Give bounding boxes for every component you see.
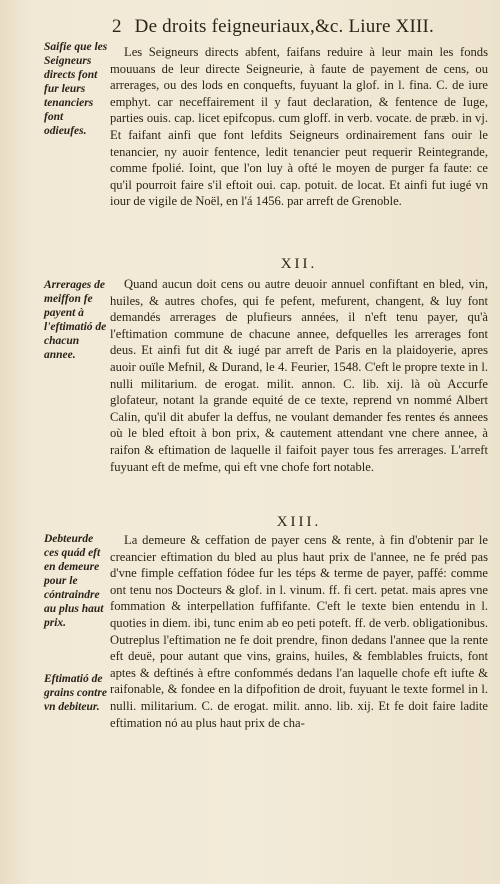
running-title: De droits feigneuriaux,&c. Liure XIII. xyxy=(134,16,435,37)
sidenote-4: Eftimatió de grains contre vn debiteur. xyxy=(44,673,107,713)
sidenote-1: Saifie que les Seigneurs directs font fur leurs tenanciers font odieufes. xyxy=(44,41,108,137)
sidenote-2: Arrerages de meiffon fe payent à l'eftimatió de chacun annee. xyxy=(44,279,107,361)
paragraph-1-text: Les Seigneurs directs abfent, faifans reduire à leur main les fonds mouuans de leur directe Seigneurie, à faute de payement de cens, ou arrerages, ou des lods en conquefts, fuyuant la glof. in l. fina. C. de iure emphyt. car neceffairement il y faut declaration, & fentence de Iuge, parties ouis. cap. licet epifcopus. cum gloff. in verb. vocate. de præb. in vj. Et faifant ainfi que font lefdits Seigneurs ordinairement fans ouir le tenancier, ny auoir fentence, ledit tenancier peut requerir Reintegrande, comme fpolié. Ioint, que l'on luy à ofté le moyen de purger fa faute: ce qu'il pourroit faire s'il eftoit oui. cap. potuit. de locat. Et ainfi fut iugé vn iour de vigile de Noël, en l'á 1456. par arreft de Grenoble. xyxy=(110,45,488,209)
page-number: 2 xyxy=(112,16,122,37)
sidenote-3: Debteurde ces quád eft en demeure pour le cóntraindre au plus haut prix. xyxy=(44,533,104,629)
paragraph-1 xyxy=(110,44,488,210)
paragraph-2 xyxy=(110,276,488,475)
section-heading-xii: XII. xyxy=(280,256,318,272)
running-header xyxy=(112,16,488,38)
paragraph-3-text: La demeure & ceffation de payer cens & rente, à fin d'obtenir par le creancier eftimation du bled au plus haut prix de l'annee, ne fe préd pas d'vne fimple ceffation fódee fur les téps & terme de payer, paffé: comme ont tenu nos Docteurs & glof. in l. vinum. ff. fi cert. petat. mais apres vne fommation & interpellation fuffifante. C'eft le texte bien entendu in l. quoties in diem. ibi, tunc enim ab eo peti poteft. ff. de verb. obligationibus. Outreplus l'eftimation ne fe doit prendre, finon dedans l'annee que la rente eft deuë, pour autant que vins, grains, huiles, & femblables fruicts, font aptes & deftinés à eftre confommés dedans l'an laquelle chofe eft iufte & raifonable, & fondee en la difpofition de droit, fuyuant le texte formel in l. nulli. militarium. C. de erogat. milit. anno. lib. xij. Et fe doit faire ladite eftimation nó au plus haut prix de cha- xyxy=(110,533,488,730)
paragraph-3 xyxy=(110,532,488,731)
paragraph-2-text: Quand aucun doit cens ou autre deuoir annuel confiftant en bled, vin, huiles, & autres chofes, qui fe pefent, mefurent, changent, & luy font demandés arrerages de plufieurs années, il n'eft tenu payer, qu'à l'eftimation commune de chacune annee, defquelles les arrerages font deus. Et ainfi fut dit & iugé par arreft de Paris en la plaidoyerie, apres auoir ouïle Mefnil, & Durand, le 4. Feurier, 1548. C'eft le propre texte in l. nulli militarium. de erogat. milit. annon. C. lib. xij. là où Accurfe glofateur, notant la grande equité de ce texte, reprend vn nommé Albert Calin, qu'il dit abufer la deffus, ne voulant demander fes rentes és annees où le bled eftoit à bon prix, & cautement attendant vne chere annee, à raifon & eftimation de laquelle il faifoit payer tous fes arrerages. L'arreft fuyuant eft de mefme, qui eft vne chofe fort notable. xyxy=(110,277,488,474)
section-heading-xiii: XIII. xyxy=(276,514,322,530)
